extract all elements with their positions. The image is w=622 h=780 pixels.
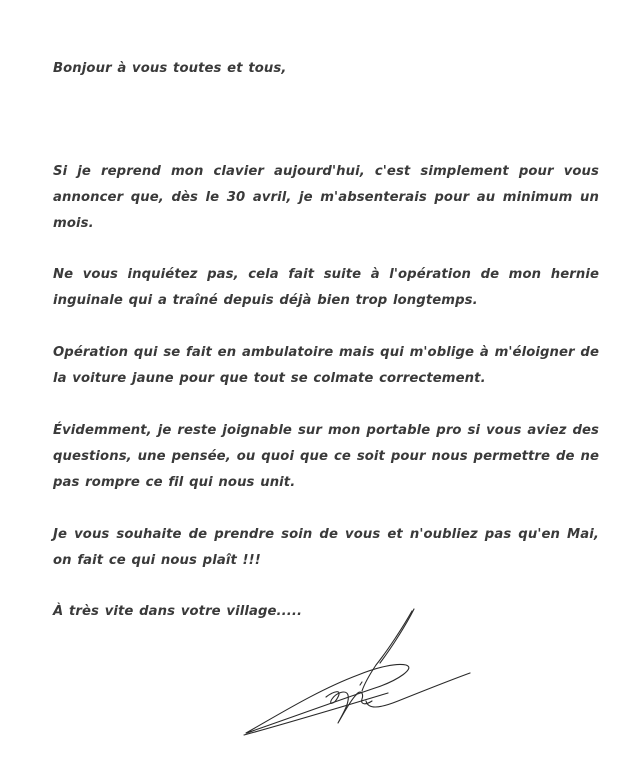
letter-greeting: Bonjour à vous toutes et tous, xyxy=(53,61,287,76)
letter-paragraph-3: Opération qui se fait en ambulatoire mais qui m'oblige à m'éloigner de la voiture jaune pour que tout se colmate correctement. xyxy=(53,345,599,386)
letter-paragraph-2: Ne vous inquiétez pas, cela fait suite à l'opération de mon hernie inguinale qui a traîné depuis déjà bien trop longtemps. xyxy=(53,267,599,308)
letter-paragraph-4: Évidemment, je reste joignable sur mon portable pro si vous aviez des questions, une pensée, ou quoi que ce soit pour nous permettre de ne pas rompre ce fil qui nous unit. xyxy=(53,423,599,490)
signature-icon xyxy=(238,605,478,745)
letter-paragraph-5: Je vous souhaite de prendre soin de vous et n'oubliez pas qu'en Mai, on fait ce qui nous plaît !!! xyxy=(53,527,599,568)
letter-closing: À très vite dans votre village..... xyxy=(53,604,303,619)
letter-paragraph-1: Si je reprend mon clavier aujourd'hui, c'est simplement pour vous annoncer que, dès le 30 avril, je m'absenterais pour au minimum un mois. xyxy=(53,164,599,231)
